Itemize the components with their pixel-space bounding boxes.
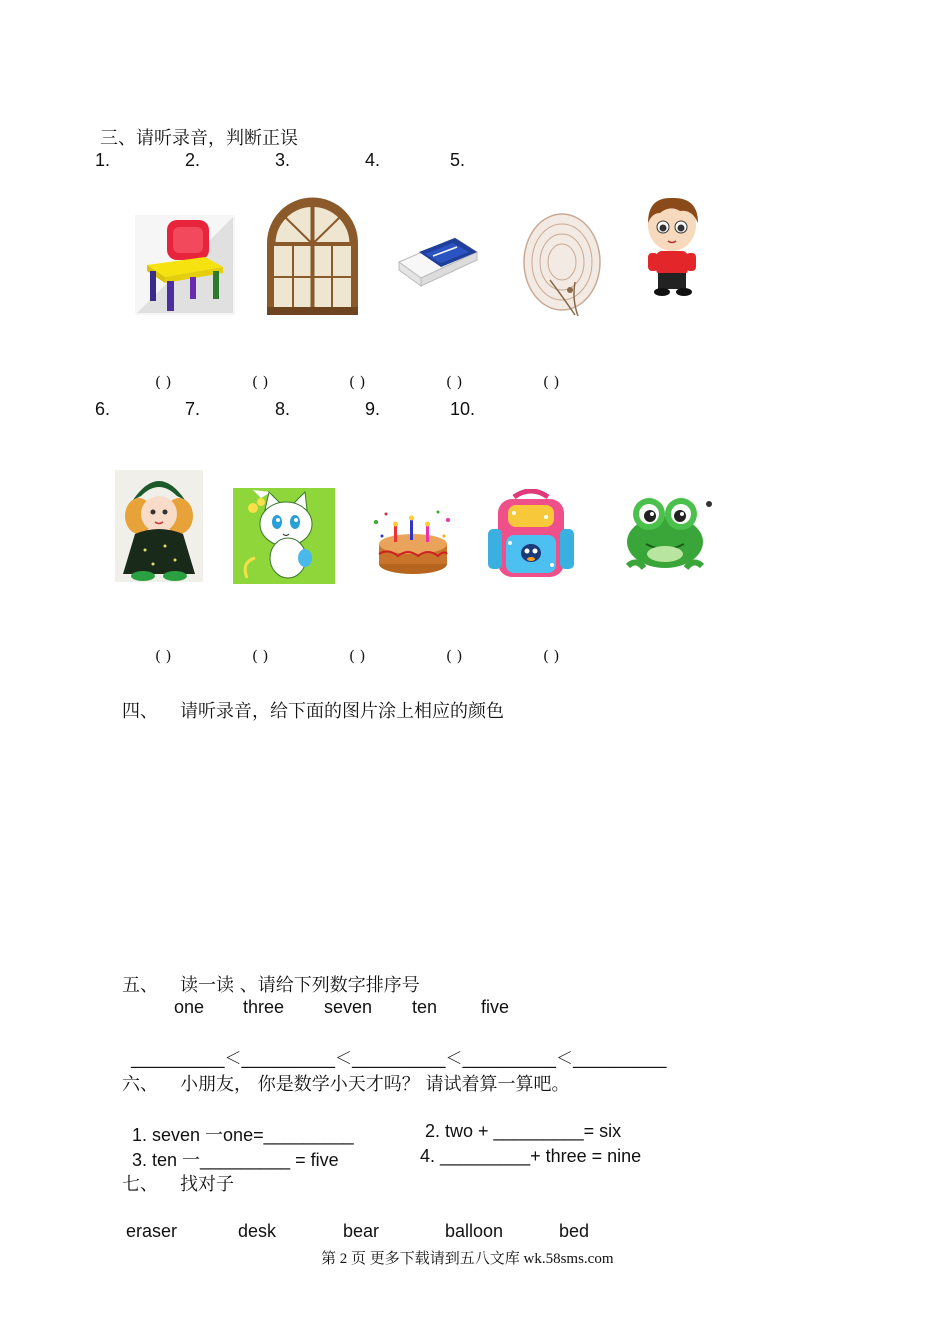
section6-label: 六、	[122, 1074, 158, 1095]
question-number: 7.	[185, 399, 201, 419]
frog-picture	[622, 488, 717, 580]
match-word: bear	[343, 1221, 380, 1241]
order-answer-line[interactable]: ___________＜___________＜___________＜___________＜___________	[131, 1049, 667, 1069]
section4-title: 请听录音，给下面的图片涂上相应的颜色	[180, 701, 504, 722]
number-word: ten	[412, 997, 438, 1017]
window-picture	[265, 197, 360, 317]
chair-picture	[135, 215, 235, 315]
section3-title: 三、请听录音，判断正误	[100, 128, 298, 149]
section5-title: 读一读 、请给下列数字排序号	[180, 975, 420, 996]
math-question-2[interactable]: 2. two + _________= six	[425, 1121, 622, 1141]
question-number: 8.	[275, 399, 291, 419]
number-word: five	[481, 997, 510, 1017]
number-word: seven	[324, 997, 373, 1017]
match-word: bed	[559, 1221, 590, 1241]
math-question-3[interactable]: 3. ten 一_________ = five	[132, 1150, 339, 1170]
hat-picture	[520, 210, 605, 320]
match-word: balloon	[445, 1221, 504, 1241]
bag-picture	[484, 489, 579, 584]
number-word: three	[243, 997, 285, 1017]
match-word: desk	[238, 1221, 277, 1241]
math-question-4[interactable]: 4. _________+ three = nine	[420, 1146, 642, 1166]
section7-title: 找对子	[180, 1174, 234, 1195]
answer-bracket[interactable]: ( )	[349, 647, 366, 665]
page-footer: 第 2 页 更多下载请到五八文库 wk.58sms.com	[321, 1251, 614, 1267]
doll-picture	[115, 470, 203, 582]
section4-label: 四、	[122, 701, 158, 722]
cat-picture	[233, 488, 335, 584]
math-question-1[interactable]: 1. seven 一one=_________	[132, 1125, 354, 1145]
question-number: 1.	[95, 150, 111, 170]
answer-bracket[interactable]: ( )	[543, 373, 560, 391]
answer-bracket[interactable]: ( )	[252, 647, 269, 665]
answer-bracket[interactable]: ( )	[446, 647, 463, 665]
number-word: one	[174, 997, 205, 1017]
answer-bracket[interactable]: ( )	[252, 373, 269, 391]
question-number: 3.	[275, 150, 291, 170]
answer-bracket[interactable]: ( )	[155, 647, 172, 665]
question-number: 10.	[450, 399, 476, 419]
section6-title: 小朋友， 你是数学小天才吗？ 请试着算一算吧。	[180, 1074, 570, 1095]
match-word: eraser	[126, 1221, 178, 1241]
boy-picture	[640, 195, 705, 300]
section7-label: 七、	[122, 1174, 158, 1195]
question-number: 5.	[450, 150, 466, 170]
answer-bracket[interactable]: ( )	[349, 373, 366, 391]
section5-label: 五、	[122, 975, 158, 996]
answer-bracket[interactable]: ( )	[543, 647, 560, 665]
question-number: 4.	[365, 150, 381, 170]
cake-picture	[368, 508, 458, 584]
eraser-picture	[395, 230, 480, 290]
question-number: 6.	[95, 399, 111, 419]
question-number: 2.	[185, 150, 201, 170]
answer-bracket[interactable]: ( )	[446, 373, 463, 391]
question-number: 9.	[365, 399, 381, 419]
answer-bracket[interactable]: ( )	[155, 373, 172, 391]
